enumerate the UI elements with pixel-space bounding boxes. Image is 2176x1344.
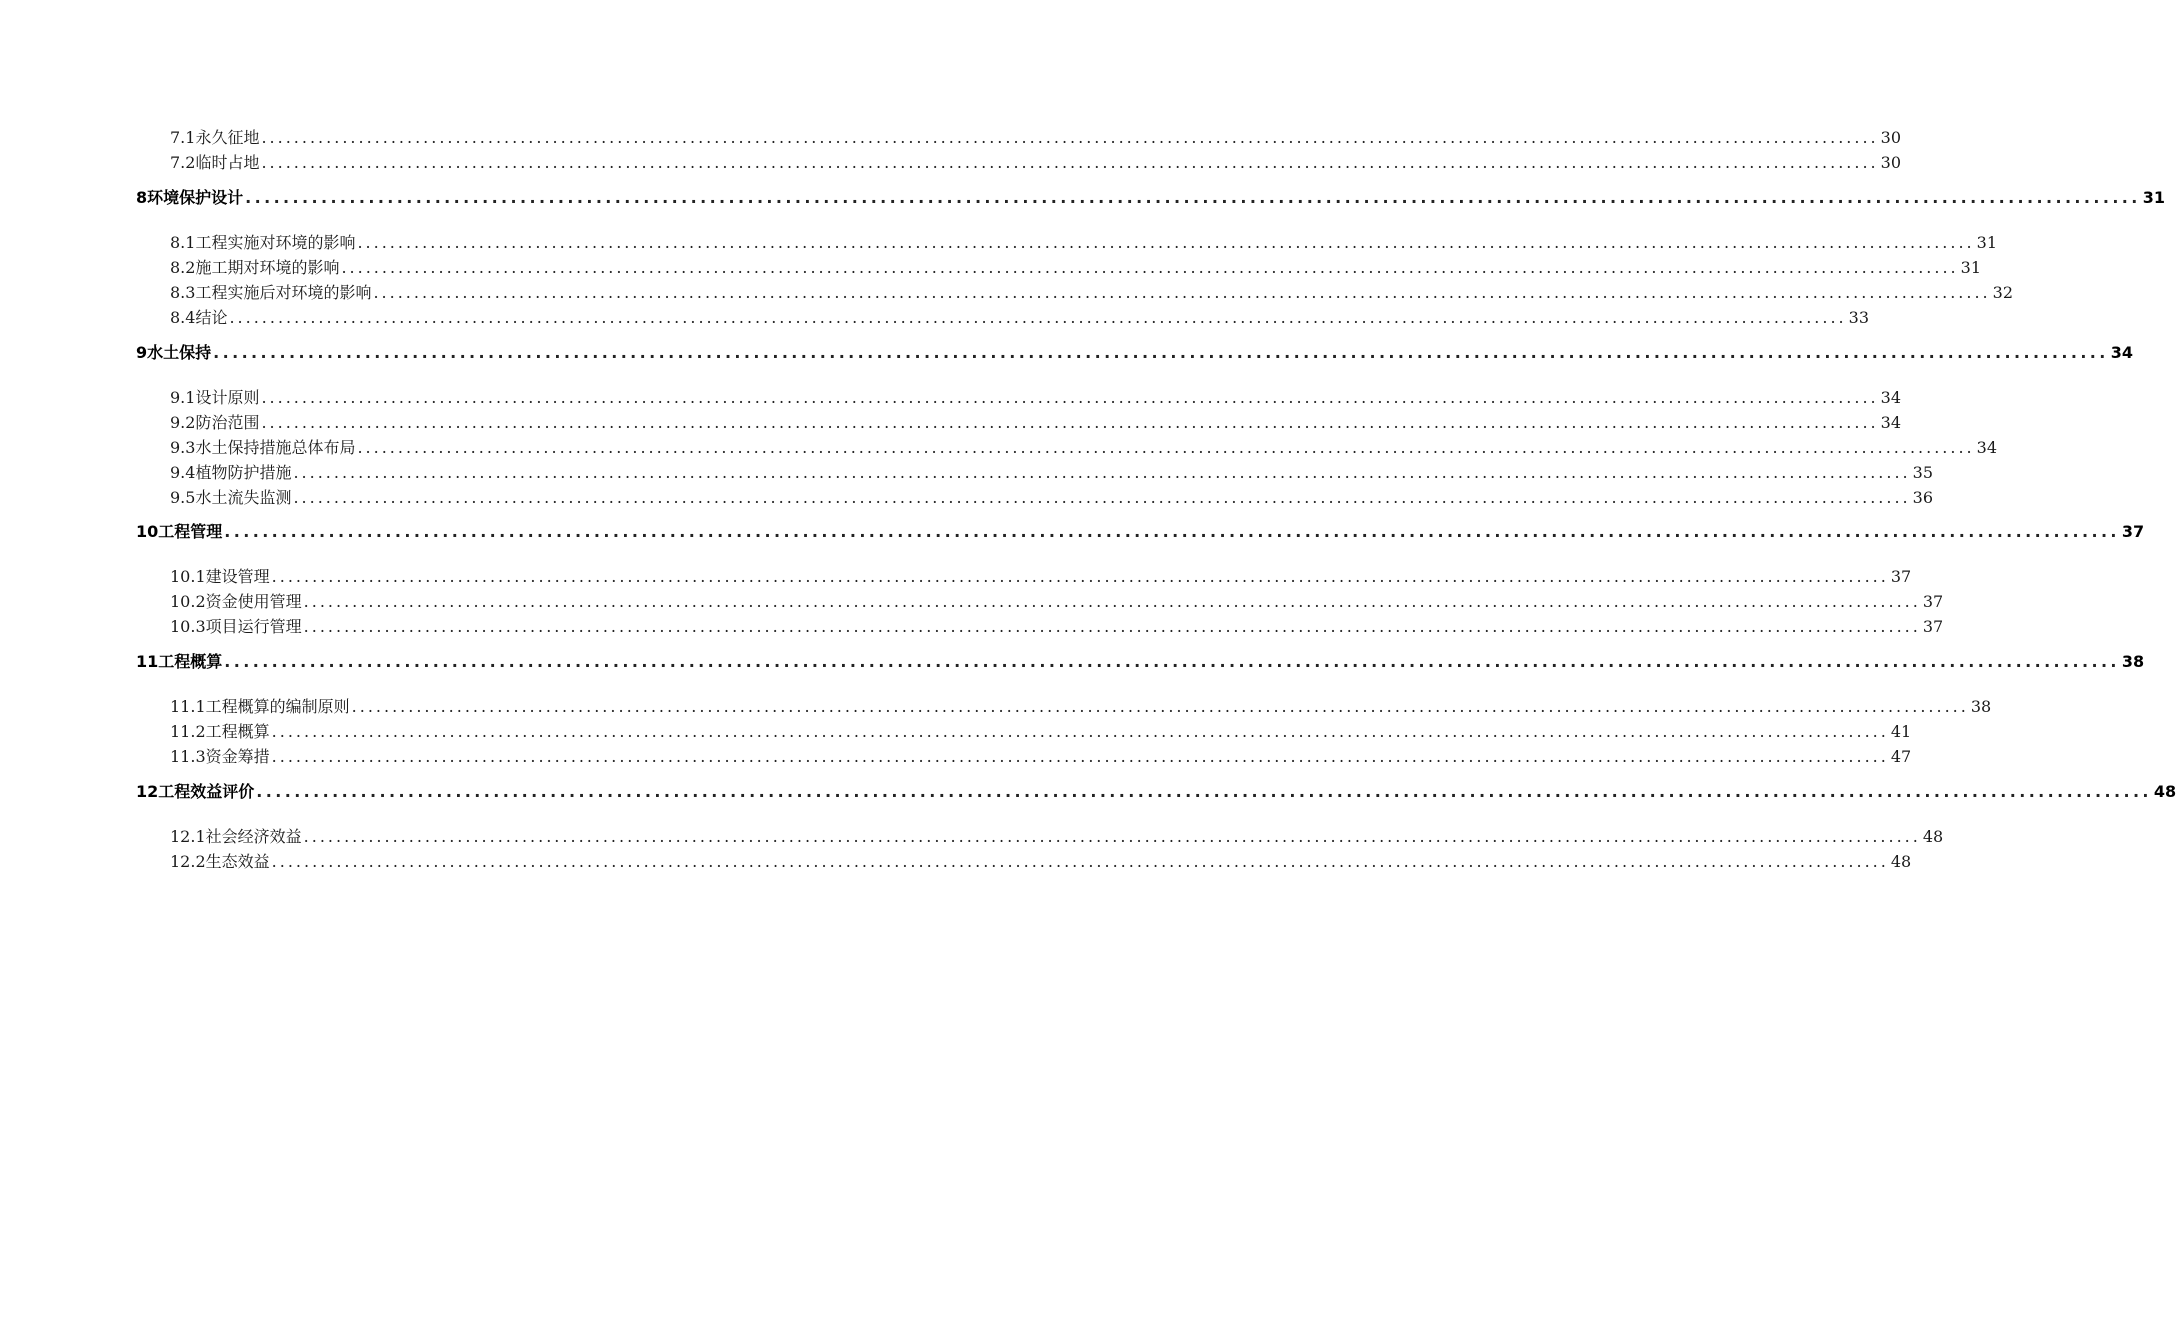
toc-entry-label: 8.3工程实施后对环境的影响 — [170, 283, 372, 302]
toc-entry-page: 47 — [1890, 747, 1912, 766]
toc-entry[interactable] — [170, 591, 1944, 613]
toc-entry[interactable] — [170, 437, 1997, 459]
toc-chapter[interactable] — [136, 521, 2145, 543]
toc-leader-dots: ........................................................................................................................................................................................................ — [224, 652, 2120, 671]
toc-entry[interactable] — [170, 127, 1901, 149]
toc-entry-page: 38 — [1970, 697, 1992, 716]
toc-chapter[interactable] — [136, 651, 2145, 673]
toc-entry-label: 7.1永久征地 — [170, 128, 260, 147]
toc-entry[interactable] — [170, 462, 1933, 484]
toc-chapter-label: 9水土保持 — [136, 343, 212, 362]
toc-leader-dots: ........................................................................................................................................................................................................ — [261, 388, 1879, 407]
toc-leader-dots: ........................................................................................................................................................................................................ — [303, 827, 1921, 846]
toc-leader-dots: ........................................................................................................................................................................................................ — [303, 617, 1921, 636]
toc-entry-label: 8.1工程实施对环境的影响 — [170, 233, 356, 252]
toc-entry-page: 48 — [1890, 852, 1912, 871]
toc-chapter-label: 8环境保护设计 — [136, 188, 244, 207]
toc-leader-dots: ........................................................................................................................................................................................................ — [357, 438, 1975, 457]
toc-entry-label: 11.2工程概算 — [170, 722, 270, 741]
toc-entry-label: 9.3水土保持措施总体布局 — [170, 438, 356, 457]
toc-chapter-page: 31 — [2142, 188, 2166, 207]
toc-entry-page: 37 — [1922, 617, 1944, 636]
toc-chapter-label: 11工程概算 — [136, 652, 223, 671]
toc-entry-page: 30 — [1880, 153, 1901, 172]
toc-leader-dots: ........................................................................................................................................................................................................ — [293, 463, 1911, 482]
toc-entry[interactable] — [170, 826, 1944, 848]
toc-entry[interactable] — [170, 232, 1997, 254]
toc-chapter-label: 10工程管理 — [136, 522, 223, 541]
toc-entry-page: 34 — [1880, 413, 1901, 432]
toc-entry[interactable] — [170, 616, 1944, 638]
toc-chapter[interactable] — [136, 342, 2134, 364]
toc-chapter-label: 12工程效益评价 — [136, 782, 255, 801]
toc-leader-dots: ........................................................................................................................................................................................................ — [303, 592, 1921, 611]
toc-leader-dots: ........................................................................................................................................................................................................ — [271, 722, 1889, 741]
toc-entry-page: 35 — [1912, 463, 1933, 482]
toc-leader-dots: ........................................................................................................................................................................................................ — [245, 188, 2141, 207]
toc-leader-dots: ........................................................................................................................................................................................................ — [229, 308, 1847, 327]
toc-entry-label: 11.3资金筹措 — [170, 747, 270, 766]
toc-entry-label: 10.1建设管理 — [170, 567, 270, 586]
toc-entry-page: 37 — [1890, 567, 1912, 586]
toc-entry[interactable] — [170, 307, 1869, 329]
toc-entry[interactable] — [170, 257, 1981, 279]
toc-entry-page: 48 — [1922, 827, 1944, 846]
toc-entry-page: 33 — [1848, 308, 1869, 327]
toc-entry-page: 41 — [1890, 722, 1912, 741]
toc-entry[interactable] — [170, 696, 1992, 718]
toc-entry[interactable] — [170, 152, 1901, 174]
toc-entry-label: 9.1设计原则 — [170, 388, 260, 407]
toc-entry-page: 36 — [1912, 488, 1933, 507]
toc-leader-dots: ........................................................................................................................................................................................................ — [341, 258, 1959, 277]
toc-entry[interactable] — [170, 282, 2013, 304]
toc-entry-page: 32 — [1992, 283, 2013, 302]
toc-leader-dots: ........................................................................................................................................................................................................ — [261, 128, 1879, 147]
toc-chapter-page: 38 — [2121, 652, 2145, 671]
toc-leader-dots: ........................................................................................................................................................................................................ — [293, 488, 1911, 507]
toc-entry-label: 11.1工程概算的编制原则 — [170, 697, 350, 716]
toc-entry-label: 12.2生态效益 — [170, 852, 270, 871]
toc-entry-page: 30 — [1880, 128, 1901, 147]
toc-entry[interactable] — [170, 721, 1912, 743]
toc-chapter-page: 48 — [2153, 782, 2176, 801]
toc-chapter[interactable] — [136, 781, 2176, 803]
toc-leader-dots: ........................................................................................................................................................................................................ — [261, 153, 1879, 172]
toc-leader-dots: ........................................................................................................................................................................................................ — [224, 522, 2120, 541]
toc-entry[interactable] — [170, 746, 1912, 768]
toc-leader-dots: ........................................................................................................................................................................................................ — [373, 283, 1991, 302]
toc-entry[interactable] — [170, 566, 1912, 588]
toc-entry[interactable] — [170, 412, 1901, 434]
toc-leader-dots: ........................................................................................................................................................................................................ — [261, 413, 1879, 432]
toc-entry-page: 34 — [1880, 388, 1901, 407]
toc-entry-label: 10.3项目运行管理 — [170, 617, 302, 636]
toc-leader-dots: ........................................................................................................................................................................................................ — [357, 233, 1975, 252]
toc-entry-label: 12.1社会经济效益 — [170, 827, 302, 846]
toc-entry-page: 31 — [1960, 258, 1981, 277]
toc-entry-page: 37 — [1922, 592, 1944, 611]
toc-entry-page: 31 — [1976, 233, 1997, 252]
toc-leader-dots: ........................................................................................................................................................................................................ — [351, 697, 1969, 716]
toc-entry-label: 8.2施工期对环境的影响 — [170, 258, 340, 277]
toc-entry-label: 9.4植物防护措施 — [170, 463, 292, 482]
toc-entry[interactable] — [170, 387, 1901, 409]
toc-leader-dots: ........................................................................................................................................................................................................ — [213, 343, 2109, 362]
toc-chapter-page: 37 — [2121, 522, 2145, 541]
toc-entry-label: 10.2资金使用管理 — [170, 592, 302, 611]
toc-leader-dots: ........................................................................................................................................................................................................ — [271, 567, 1889, 586]
toc-chapter-page: 34 — [2110, 343, 2134, 362]
toc-leader-dots: ........................................................................................................................................................................................................ — [271, 852, 1889, 871]
toc-entry-label: 9.2防治范围 — [170, 413, 260, 432]
toc-leader-dots: ........................................................................................................................................................................................................ — [271, 747, 1889, 766]
toc-entry[interactable] — [170, 487, 1933, 509]
toc-entry-label: 8.4结论 — [170, 308, 228, 327]
toc-entry-page: 34 — [1976, 438, 1997, 457]
toc-chapter[interactable] — [136, 187, 2166, 209]
toc-leader-dots: ........................................................................................................................................................................................................ — [256, 782, 2152, 801]
toc-entry-label: 7.2临时占地 — [170, 153, 260, 172]
toc-entry-label: 9.5水土流失监测 — [170, 488, 292, 507]
toc-entry[interactable] — [170, 851, 1912, 873]
